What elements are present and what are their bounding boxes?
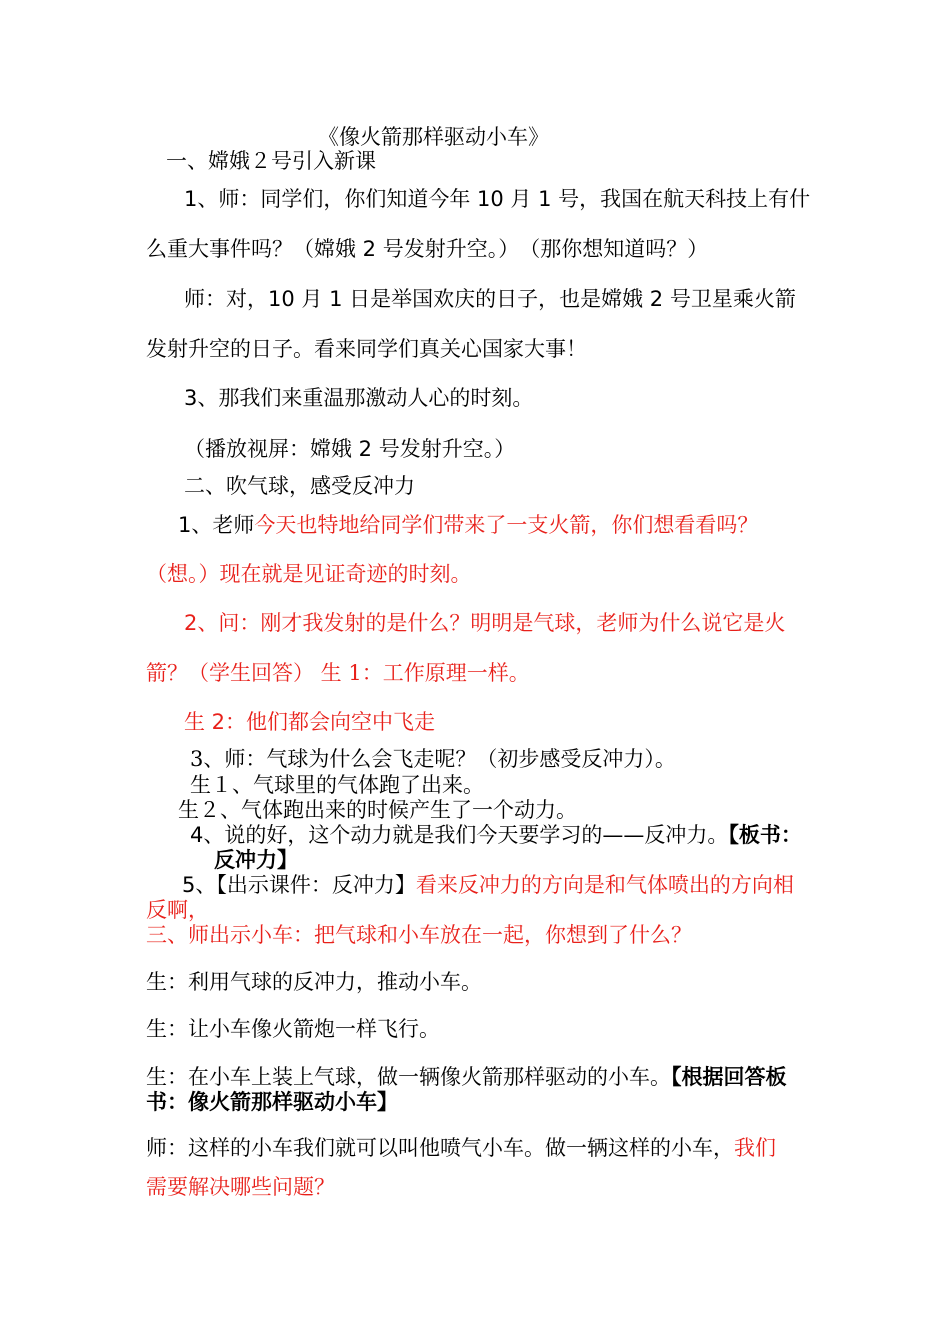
section-1-heading: 一、嫦娥２号引入新课 [166, 149, 376, 173]
section-3-item-4-line-1 [146, 1135, 776, 1161]
item-7-text: 4、说的好，这个动力就是我们今天要学习的——反冲力。 [190, 823, 729, 847]
section-3-red-text: 把气球和小车放在一起，你想到了什么？ [314, 923, 692, 947]
item-3-board-note: 【根据回答板 [671, 1065, 787, 1089]
section-2-item-6: 生２、气体跑出来的时候产生了一个动力。 [178, 798, 577, 822]
section-2-item-1-line-2: （想。）现在就是见证奇迹的时刻。 [146, 562, 472, 586]
paragraph-1-line-1: 1、师：同学们，你们知道今年 10 月 1 号，我国在航天科技上有什 [184, 187, 811, 211]
paragraph-4: （播放视屏：嫦娥 2 号发射升空。） [184, 437, 516, 461]
section-2-item-1-line-1 [178, 512, 758, 538]
section-2-item-2-line-1: 2、问：刚才我发射的是什么？明明是气球，老师为什么说它是火 [184, 611, 786, 635]
section-3-item-4-line-2: 需要解决哪些问题？ [146, 1175, 335, 1199]
paragraph-2-line-2: 发射升空的日子。看来同学们真关心国家大事！ [146, 337, 587, 361]
section-2-item-4: 3、师：气球为什么会飞走呢？（初步感受反冲力）。 [190, 747, 676, 771]
paragraph-1-line-2: 么重大事件吗？（嫦娥 2 号发射升空。） （那你想知道吗？） [146, 237, 709, 261]
section-2-item-8-line-1 [182, 872, 794, 898]
section-2-heading: 二、吹气球，感受反冲力 [184, 474, 415, 498]
item-1-red-text: 今天也特地给同学们带来了一支火箭，你们想看看吗？ [254, 513, 759, 537]
item-7-board-note: 【板书： [728, 823, 802, 847]
item-4-text: 师：这样的小车我们就可以叫他喷气小车。做一辆这样的小车， [146, 1136, 734, 1160]
section-2-item-7-line-1 [190, 822, 802, 848]
section-3-item-1: 生：利用气球的反冲力，推动小车。 [146, 970, 482, 994]
section-3-heading [146, 922, 692, 948]
section-2-item-7-line-2: 反冲力】 [214, 848, 298, 872]
paragraph-3: 3、那我们来重温那激动人心的时刻。 [184, 386, 534, 410]
section-3-item-3-line-2: 书：像火箭那样驱动小车】 [146, 1090, 398, 1114]
item-3-text: 生：在小车上装上气球，做一辆像火箭那样驱动的小车。 [146, 1065, 671, 1089]
document-title: 《像火箭那样驱动小车》 [318, 125, 549, 149]
section-2-item-5: 生１、气球里的气体跑了出来。 [190, 773, 484, 797]
section-2-item-8-line-2: 反啊， [146, 898, 209, 922]
section-2-item-3: 生 2：他们都会向空中飞走 [184, 710, 436, 734]
section-3-item-2: 生：让小车像火箭炮一样飞行。 [146, 1017, 440, 1041]
item-8-prefix: 5、【出示课件：反冲力】 [182, 873, 416, 897]
item-8-red-text: 看来反冲力的方向是和气体喷出的方向相 [415, 873, 794, 897]
section-3-prefix: 三、师出示小车： [146, 923, 314, 947]
section-2-item-2-line-2: 箭？（学生回答） 生 1：工作原理一样。 [146, 661, 530, 685]
paragraph-2-line-1: 师：对，10 月 1 日是举国欢庆的日子，也是嫦娥 2 号卫星乘火箭 [184, 287, 796, 311]
item-4-red-text: 我们 [734, 1136, 776, 1160]
item-1-prefix: 1、老师 [178, 513, 255, 537]
section-3-item-3-line-1 [146, 1064, 787, 1090]
